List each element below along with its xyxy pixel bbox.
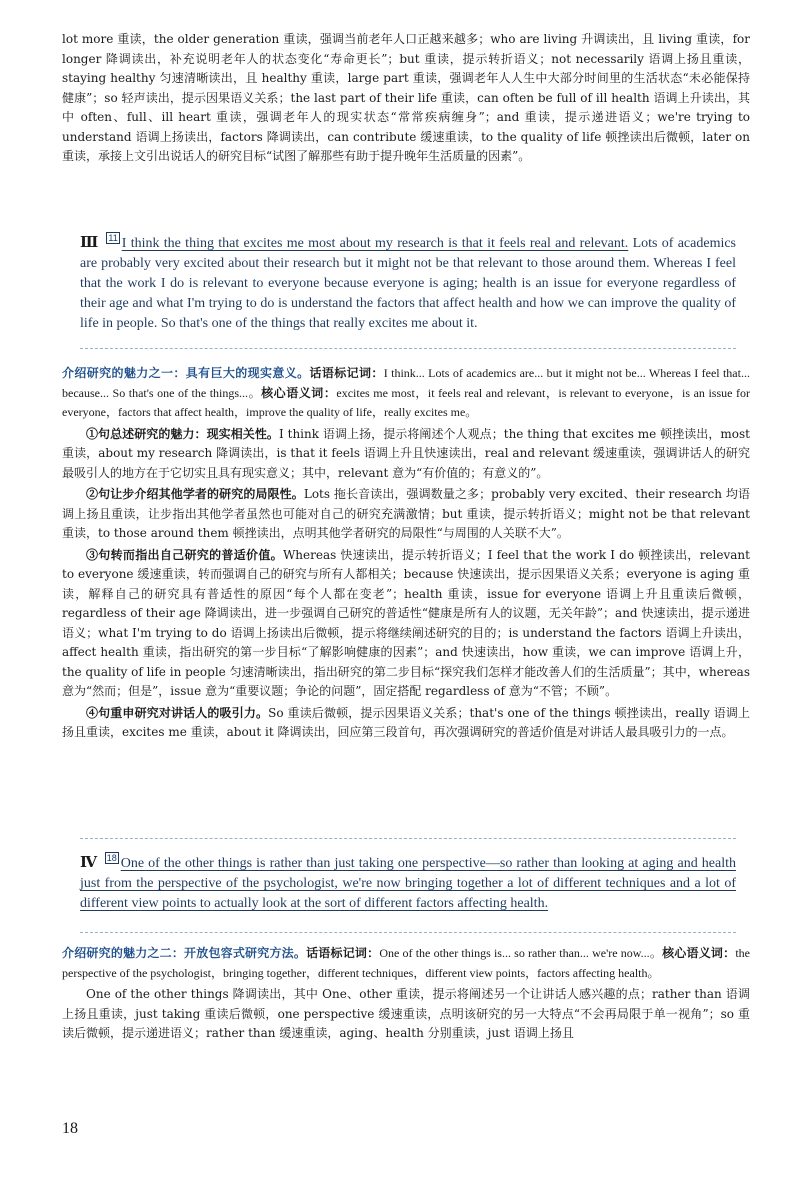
analysis-4-core-text: the perspective of the psychologist，bringing together，different techniques，different view points，factors affecting health。 [62, 946, 750, 980]
divider-dashed [80, 838, 736, 839]
analysis-3-item [62, 485, 750, 544]
divider-dashed [80, 348, 736, 349]
analysis-3 [62, 364, 750, 743]
audio-marker-icon: 18 [106, 853, 117, 863]
analysis-3-item [62, 425, 750, 484]
analysis-3-item [62, 546, 750, 702]
analysis-3-item-text: I think 语调上扬，提示将阐述个人观点；the thing that excites me 顿挫读出，most 重读，about my research 降调读出，is that it feels 语调上升且快速读出，real and relevant 缓速重读，强调讲话人的研究最吸引人的地方在于它切实且具有现实意义；其中，relevant 意为“有价值的；有意义的”。 [62, 426, 750, 480]
intro-paragraph: lot more 重读，the older generation 重读，强调当前老年人口正越来越多；who are living 升调读出，且 living 重读，for longer 降调读出，补充说明老年人的状态变化“寿命更长”；but 重读，提示转折语义；not necessarily 语调上扬且重读，staying healthy 匀速清晰读出，且 healthy 重读，large part 重读，强调老年人人生中大部分时间里的生活状态“未必能保持健康”；so 轻声读出，提示因果语义关系；the last part of their life 重读，can often be full of ill health 语调上升读出，其中 often、full、ill heart 重读，强调老年人的现实状态“常常疾病缠身”；and 重读，提示递进语义；we're trying to understand 语调上扬读出，factors 降调读出，can contribute 缓速重读，to the quality of life 顿挫读出后微顿，later on 重读，承接上文引出说话人的研究目标“试图了解那些有助于提升晚年生活质量的因素”。 [62, 32, 750, 163]
section-3-key-sentence: I think the thing that excites me most about my research is that it feels real and relevant. [121, 236, 629, 251]
analysis-4-heading: 介绍研究的魅力之二：开放包容式研究方法。 [62, 946, 307, 960]
analysis-4-core-label: 核心语义词： [662, 946, 736, 960]
analysis-3-item-text: Lots 拖长音读出，强调数量之多；probably very excited、their research 均语调上扬且重读，让步指出其他学者虽然也可能对自己的研究充满激情；but 重读，提示转折语义；might not be that relevant 重读，to those around them 顿挫读出，点明其他学者研究的局限性“与周围的人关联不大”。 [62, 487, 750, 540]
page-number: 18 [62, 1120, 78, 1137]
section-4-transcript [80, 852, 736, 914]
section-3-numeral: Ⅲ [80, 235, 100, 251]
analysis-4-paragraph: One of the other things 降调读出，其中 One、other 重读，提示将阐述另一个让讲话人感兴趣的点；rather than 语调上扬且重读，just taking 重读后微顿，one perspective 缓速重读，点明该研究的另一大特点“不会再局限于单一视角”；so 重读后微顿，提示递进语义；rather than 缓速重读，aging、health 分别重读，just 语调上扬且 [62, 987, 750, 1040]
section-4-numeral: Ⅳ [80, 855, 98, 871]
analysis-3-item [62, 704, 750, 743]
audio-marker-icon: 11 [108, 233, 118, 243]
analysis-4 [62, 944, 750, 1044]
analysis-4-marker-text: One of the other things is... so rather than... we're now...。 [379, 946, 663, 960]
section-4-key-sentence: One of the other things is rather than just taking one perspective—so rather than looking at aging and health just from the perspective of the psychologist, we're now bringing together a lot of different techniques and a lot of different view points to actually look at the sort of different factors affecting health. [80, 856, 736, 911]
analysis-3-item-lead: ③句转而指出自己研究的普适价值。 [86, 547, 283, 562]
analysis-3-marker-label: 话语标记词： [309, 366, 384, 380]
analysis-3-item-lead: ①句总述研究的魅力：现实相关性。 [86, 426, 279, 441]
analysis-4-marker-label: 话语标记词： [306, 946, 380, 960]
analysis-3-item-text: Whereas 快速读出，提示转折语义；I feel that the work I do 顿挫读出，relevant to everyone 缓速重读，转而强调自己的研究与所有人都相关；because 快速读出，提示因果语义关系；everyone is aging 重读，解释自己的研究具有普适性的原因“每个人都在变老”；health 重读，issue for everyone 语调上升且重读后微顿，regardless of their age 降调读出，进一步强调自己研究的普适性“健康是所有人的议题，无关年龄”；and 快速读出，提示递进语义；what I'm trying to do 语调上扬读出后微顿，提示将继续阐述研究的目的；is understand the factors 语调上升读出，affect health 重读，指出研究的第一步目标“了解影响健康的因素”；and 快速读出，how 重读，we can improve 语调上升，the quality of life in people 匀速清晰读出，指出研究的第二步目标“探究我们怎样才能改善人们的生活质量”；其中，whereas 意为“然而；但是”，issue 意为“重要议题；争论的问题”，固定搭配 regardless of 意为“不管；不顾”。 [62, 547, 750, 698]
analysis-3-heading: 介绍研究的魅力之一：具有巨大的现实意义。 [62, 366, 310, 380]
analysis-3-core-text: excites me most，it feels real and relevant，is relevant to everyone，is an issue for everyone，factors that affect health，improve the quality of life，really excites me。 [62, 385, 750, 419]
analysis-3-item-lead: ②句让步介绍其他学者的研究的局限性。 [86, 487, 304, 501]
section-3-transcript [80, 232, 736, 334]
section-3-rest-text: Lots of academics are probably very excited about their research but it might not be that relevant to those around them. Whereas I feel that the work I do is relevant to everyone because everyone is aging; health is an issue for everyone regardless of their age and what I'm trying to do is understand the factors that affect health and how we can improve the quality of life in people. So that's one of the things that really excites me about it. [80, 236, 737, 331]
intro-paragraph-block [62, 30, 750, 167]
divider-dashed [80, 932, 736, 933]
analysis-3-item-text: So 重读后微顿，提示因果语义关系；that's one of the things 顿挫读出，really 语调上扬且重读，excites me 重读，about it 降调读出，回应第三段首句，再次强调研究的普适价值是对讲话人最具吸引力的一点。 [62, 705, 750, 739]
analysis-3-core-label: 核心语义词： [261, 385, 337, 400]
analysis-3-item-lead: ④句重申研究对讲话人的吸引力。 [86, 705, 269, 720]
analysis-3-marker-text: I think... Lots of academics are... but it might not be... Whereas I feel that... because... So that's one of the things...。 [62, 366, 750, 400]
